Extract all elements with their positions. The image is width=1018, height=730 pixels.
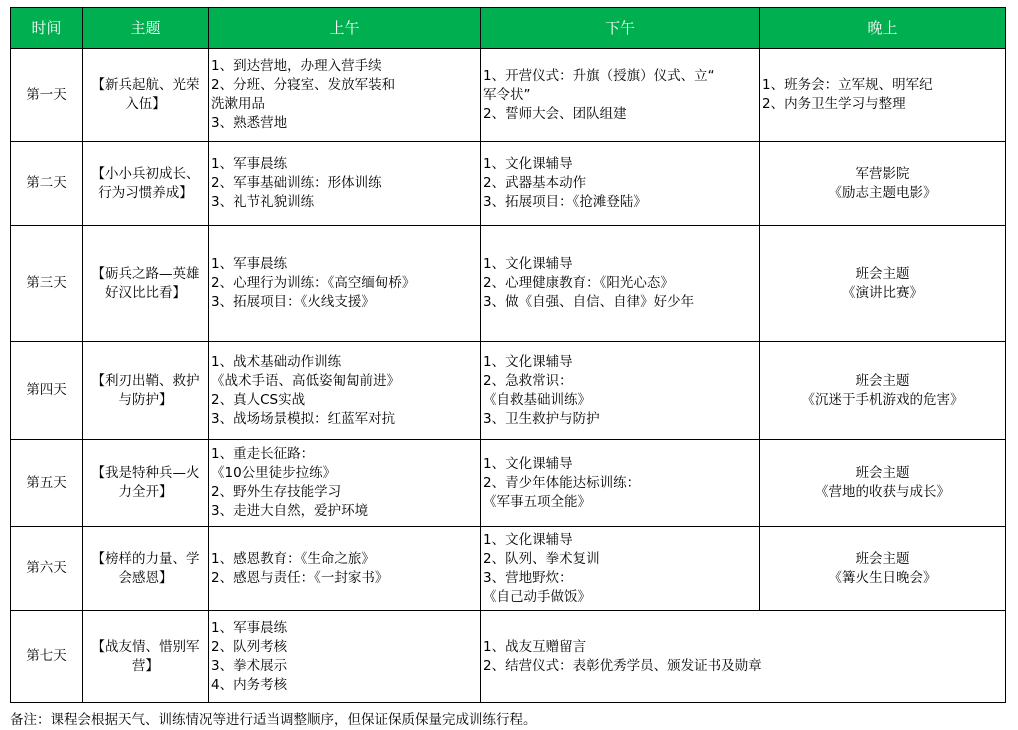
list-item: 2、感恩与责任：《一封家书》: [211, 569, 389, 586]
table-row: [11, 142, 1006, 226]
list-item: 《营地的收获与成长》: [815, 484, 950, 500]
afternoon-cell: [481, 342, 760, 440]
evening-cell: [760, 49, 1006, 142]
list-item: 班会主题: [855, 550, 910, 567]
list-item: 2、军事基础训练：形体训练: [211, 175, 382, 191]
list-item: 1、文化课辅导: [483, 156, 573, 172]
list-item: 3、礼节礼貌训练: [211, 194, 315, 210]
footnote: 备注：课程会根据天气、训练情况等进行适当调整顺序，但保证保质保量完成训练行程。: [10, 712, 537, 728]
header-theme: 主题: [83, 8, 209, 49]
list-item: 《演讲比赛》: [842, 284, 923, 301]
afternoon-cell: [481, 226, 760, 342]
list-item: 班会主题: [855, 465, 910, 481]
day-cell: 第五天: [11, 440, 83, 527]
evening-cell: [760, 142, 1006, 226]
morning-cell: [209, 226, 481, 342]
table-row: [11, 527, 1006, 611]
list-item: 《军事五项全能》: [483, 493, 591, 510]
evening-cell: [760, 527, 1006, 611]
list-item: 1、军事晨练: [211, 256, 288, 272]
list-item: 2、武器基本动作: [483, 175, 587, 191]
afternoon-cell: [481, 527, 760, 611]
day-cell: 第一天: [11, 49, 83, 142]
header-morning: 上午: [209, 8, 481, 49]
table-row: [11, 440, 1006, 527]
list-item: 2、分班、分寝室、发放军装和: [211, 77, 396, 93]
list-item: 2、青少年体能达标训练：: [483, 474, 641, 491]
evening-cell: [760, 440, 1006, 527]
list-item: 2、队列、拳术复训: [483, 550, 600, 567]
list-item: 《自己动手做饭》: [483, 588, 591, 605]
list-item: 1、班务会：立军规、明军纪: [762, 77, 933, 93]
list-item: 《篝火生日晚会》: [828, 569, 937, 586]
schedule-table: [10, 7, 1006, 703]
day-cell: 第四天: [11, 342, 83, 440]
theme-cell: 【小小兵初成长、行为习惯养成】: [83, 142, 209, 226]
theme-cell: 【我是特种兵—火力全开】: [83, 440, 209, 527]
day-cell: 第七天: [11, 611, 83, 703]
list-item: 3、拳术展示: [211, 657, 288, 674]
list-item: 1、文化课辅导: [483, 353, 573, 370]
list-item: 3、拓展项目：《火线支援》: [211, 294, 375, 310]
afternoon-cell: [481, 440, 760, 527]
afternoon-cell: [481, 142, 760, 226]
table-row: [11, 226, 1006, 342]
list-item: 1、文化课辅导: [483, 455, 573, 472]
list-item: 2、队列考核: [211, 638, 288, 655]
morning-cell: [209, 527, 481, 611]
list-item: 2、野外生存技能学习: [211, 484, 342, 500]
day-cell: 第三天: [11, 226, 83, 342]
table-row: [11, 611, 1006, 703]
list-item: 班会主题: [855, 372, 910, 389]
list-item: 3、拓展项目：《抢滩登陆》: [483, 194, 647, 210]
theme-cell: 【砺兵之路—英雄好汉比比看】: [83, 226, 209, 342]
list-item: 1、军事晨练: [211, 156, 288, 172]
morning-cell: [209, 142, 481, 226]
morning-cell: [209, 440, 481, 527]
list-item: 《励志主题电影》: [828, 184, 937, 201]
theme-cell: 【新兵起航、光荣入伍】: [83, 49, 209, 142]
list-item: 1、重走长征路：: [211, 446, 315, 462]
list-item: 1、文化课辅导: [483, 256, 573, 272]
header-afternoon: 下午: [481, 8, 760, 49]
header-time: 时间: [11, 8, 83, 49]
evening-cell: [760, 342, 1006, 440]
list-item: 《沉迷于手机游戏的危害》: [801, 391, 964, 408]
list-item: 3、熟悉营地: [211, 115, 288, 131]
list-item: 《自救基础训练》: [483, 391, 591, 408]
list-item: 军营影院: [855, 165, 910, 182]
list-item: 《10公里徒步拉练》: [211, 465, 337, 481]
evening-cell: [760, 226, 1006, 342]
list-item: 2、内务卫生学习与整理: [762, 96, 906, 112]
list-item: 2、誓师大会、团队组建: [483, 105, 627, 122]
list-item: 2、心理行为训练：《高空缅甸桥》: [211, 275, 416, 291]
list-item: 1、感恩教育：《生命之旅》: [211, 550, 375, 567]
list-item: 洗漱用品: [211, 96, 265, 112]
list-item: 班会主题: [855, 265, 910, 282]
list-item: 3、走进大自然，爱护环境: [211, 503, 369, 519]
morning-cell: [209, 49, 481, 142]
list-item: 军令状”: [483, 86, 531, 103]
list-item: 1、开营仪式：升旗（授旗）仪式、立“: [483, 67, 715, 84]
list-item: 1、军事晨练: [211, 619, 288, 636]
list-item: 2、结营仪式：表彰优秀学员、颁发证书及勋章: [483, 657, 762, 674]
list-item: 3、卫生救护与防护: [483, 410, 600, 427]
morning-cell: [209, 611, 481, 703]
list-item: 1、文化课辅导: [483, 531, 573, 548]
list-item: 3、做《自强、自信、自律》好少年: [483, 294, 695, 310]
list-item: 2、真人CS实战: [211, 391, 306, 408]
header-evening: 晚上: [760, 8, 1006, 49]
list-item: 1、战友互赠留言: [483, 638, 587, 655]
list-item: 4、内务考核: [211, 676, 288, 693]
list-item: 1、战术基础动作训练: [211, 353, 342, 370]
day-cell: 第二天: [11, 142, 83, 226]
morning-cell: [209, 342, 481, 440]
list-item: 《战术手语、高低姿匍匐前进》: [211, 372, 400, 389]
theme-cell: 【利刃出鞘、救护与防护】: [83, 342, 209, 440]
afternoon-cell: [481, 49, 760, 142]
afternoon-evening-cell: [481, 611, 1006, 703]
table-row: [11, 49, 1006, 142]
list-item: 1、到达营地，办理入营手续: [211, 58, 382, 74]
theme-cell: 【战友情、惜别军营】: [83, 611, 209, 703]
list-item: 2、心理健康教育：《阳光心态》: [483, 275, 674, 291]
list-item: 3、战场场景模拟：红蓝军对抗: [211, 410, 396, 427]
table-row: [11, 342, 1006, 440]
theme-cell: 【榜样的力量、学会感恩】: [83, 527, 209, 611]
list-item: 2、急救常识：: [483, 372, 573, 389]
list-item: 3、营地野炊：: [483, 569, 573, 586]
day-cell: 第六天: [11, 527, 83, 611]
header-row: [11, 8, 1006, 49]
